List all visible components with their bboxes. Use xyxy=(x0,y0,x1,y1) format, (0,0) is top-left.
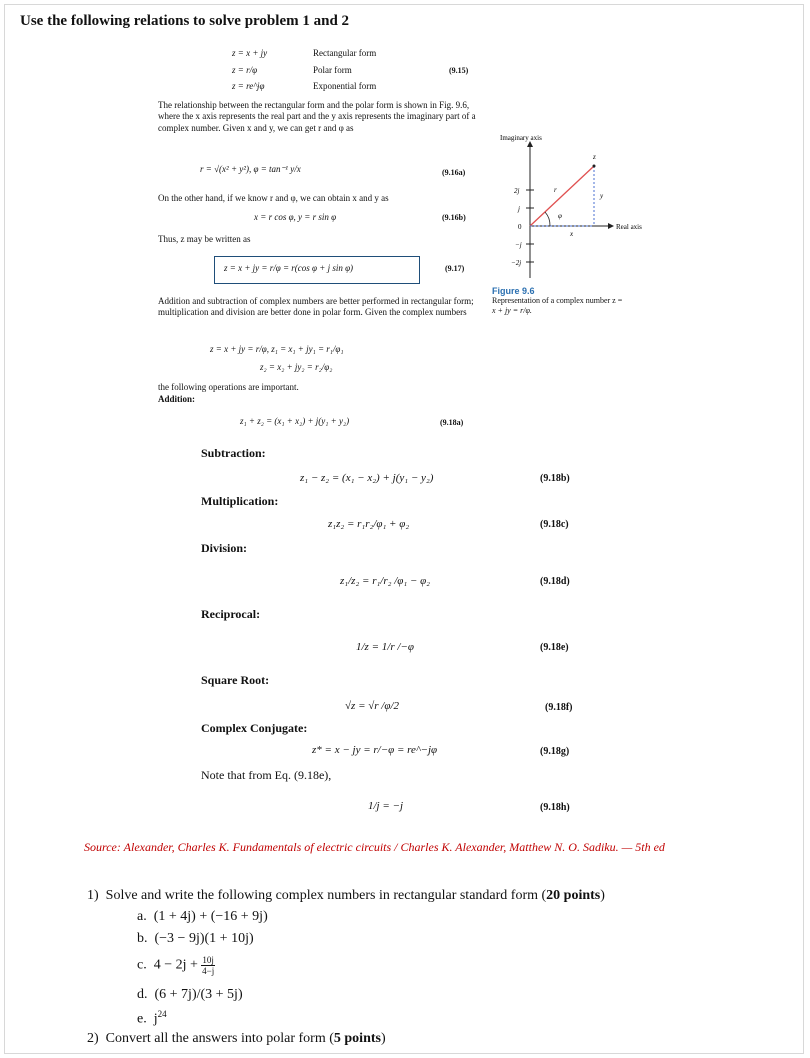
paragraph-operations: the following operations are important. xyxy=(158,382,299,392)
eqno-9-16a: (9.16a) xyxy=(442,168,466,177)
eq-9-18d: z₁/z₂ = r₁/r₂ /φ₁ − φ₂ xyxy=(340,575,431,587)
question-1-points: 20 points xyxy=(546,888,601,903)
exp-form-label: Exponential form xyxy=(313,81,377,91)
item-a-expr: (1 + 4j) + (−16 + 9j) xyxy=(153,909,268,924)
item-c xyxy=(137,955,215,976)
question-1-text: Solve and write the following complex numbers in rectangular standard form ( xyxy=(105,888,547,903)
complex-conjugate-label: Complex Conjugate: xyxy=(201,721,308,735)
header-title: Use the following relations to solve problem 1 and 2 xyxy=(20,13,350,29)
reciprocal-label: Reciprocal: xyxy=(201,607,261,621)
item-c-expr: 4 − 2j + xyxy=(153,957,198,973)
eq-9-16a: r = √(x² + y²), φ = tan⁻¹ y/x xyxy=(200,164,301,174)
eqno-9-16b: (9.16b) xyxy=(442,213,466,222)
imaginary-axis-label: Imaginary axis xyxy=(500,134,542,142)
given-numbers-line1: z = x + jy = r/φ, z₁ = x₁ + jy₁ = r₁/φ₁ xyxy=(210,344,344,354)
item-a-letter: a. xyxy=(137,909,147,924)
paragraph-relationship: The relationship between the rectangular form and the polar form is shown in Fig. 9.6, where the x axis represents the real part and the y axis represents the imaginary part of a complex number. Given x and y, we can get r and φ as xyxy=(158,100,476,133)
question-2-text: Convert all the answers into polar form ( xyxy=(105,1031,334,1046)
item-d-expr: (6 + 7j)/(3 + 5j) xyxy=(154,987,243,1002)
eqno-9-15: (9.15) xyxy=(449,66,469,75)
item-e-expr: j xyxy=(153,1011,158,1027)
item-c-letter: c. xyxy=(137,957,147,973)
vector-r xyxy=(530,166,594,226)
eqno-9-18h: (9.18h) xyxy=(540,802,570,813)
item-a xyxy=(137,909,268,925)
question-2-number: 2) xyxy=(87,1031,99,1046)
label-x: x xyxy=(570,230,574,238)
tick-label-2j: 2j xyxy=(514,187,520,195)
figure-caption-line2: x + jy = r/φ. xyxy=(492,306,532,315)
eq-9-16b: x = r cos φ, y = r sin φ xyxy=(254,212,337,222)
square-root-label: Square Root: xyxy=(201,673,270,687)
item-d-letter: d. xyxy=(137,987,148,1002)
eq-9-18f: √z = √r /φ/2 xyxy=(345,700,400,712)
note-text: Note that from Eq. (9.18e), xyxy=(201,768,332,782)
eq-9-18c: z₁z₂ = r₁r₂/φ₁ + φ₂ xyxy=(328,518,410,530)
eq-9-17: z = x + jy = r/φ = r(cos φ + j sin φ) xyxy=(224,263,354,273)
subtraction-label: Subtraction: xyxy=(201,446,266,460)
eq-9-18b: z₁ − z₂ = (x₁ − x₂) + j(y₁ − y₂) xyxy=(300,472,434,484)
item-c-fraction xyxy=(201,955,215,976)
eqno-9-18a: (9.18a) xyxy=(440,418,464,427)
question-2-points: 5 points xyxy=(333,1031,381,1046)
rect-form-label: Rectangular form xyxy=(313,48,377,58)
figure-caption-line1: Representation of a complex number z = xyxy=(492,296,623,305)
point-z xyxy=(593,165,596,168)
label-phi: φ xyxy=(558,212,562,220)
division-label: Division: xyxy=(201,541,248,555)
eqno-9-18c: (9.18c) xyxy=(540,519,569,530)
figure-9-6 xyxy=(488,128,658,288)
real-axis-label: Real axis xyxy=(616,223,642,231)
source-citation: Source: Alexander, Charles K. Fundamentals of electric circuits / Charles K. Alexander, Matthew N. O. Sadiku. — 5th ed xyxy=(84,840,665,854)
polar-form-label: Polar form xyxy=(313,65,352,75)
item-c-denominator: 4−j xyxy=(202,966,215,976)
eqno-9-18f: (9.18f) xyxy=(545,702,573,713)
angle-arc xyxy=(545,212,550,226)
question-2-close: ) xyxy=(380,1031,386,1046)
item-e xyxy=(137,1009,167,1028)
item-e-exponent: 24 xyxy=(157,1009,167,1019)
item-d xyxy=(137,987,243,1003)
label-r: r xyxy=(554,186,557,194)
question-2 xyxy=(87,1031,386,1047)
tick-label-minus-j: −j xyxy=(515,241,522,249)
addition-label: Addition: xyxy=(158,394,196,404)
label-z: z xyxy=(593,153,596,161)
eq-9-18a: z₁ + z₂ = (x₁ + x₂) + j(y₁ + y₂) xyxy=(240,416,350,426)
item-b-letter: b. xyxy=(137,931,148,946)
polar-form-eq: z = r/φ xyxy=(232,65,258,75)
given-numbers-line2: z₂ = x₂ + jy₂ = r₂/φ₂ xyxy=(260,362,333,372)
eq-9-18e: 1/z = 1/r /−φ xyxy=(356,641,414,653)
eqno-9-18d: (9.18d) xyxy=(540,576,570,587)
item-b-expr: (−3 − 9j)(1 + 10j) xyxy=(154,931,254,946)
rect-form-eq: z = x + jy xyxy=(232,48,268,58)
question-1-number: 1) xyxy=(87,888,99,903)
eqno-9-17: (9.17) xyxy=(445,264,465,273)
eqno-9-18g: (9.18g) xyxy=(540,746,570,757)
item-e-letter: e. xyxy=(137,1011,147,1027)
eq-9-18g: z* = x − jy = r/−φ = re^−jφ xyxy=(312,744,438,756)
question-1 xyxy=(87,888,605,904)
item-c-numerator: 10j xyxy=(202,955,214,965)
exp-form-eq: z = re^jφ xyxy=(232,81,265,91)
eq-9-18h: 1/j = −j xyxy=(368,800,404,812)
multiplication-label: Multiplication: xyxy=(201,494,279,508)
paragraph-addition-subtraction: Addition and subtraction of complex numbers are better performed in rectangular form; multiplication and division are better done in polar form. Given the complex numbers xyxy=(158,296,474,318)
item-b xyxy=(137,931,254,947)
eqno-9-18b: (9.18b) xyxy=(540,473,570,484)
label-y: y xyxy=(600,192,604,200)
question-1-close: ) xyxy=(600,888,605,903)
tick-label-minus-2j: −2j xyxy=(511,259,522,267)
figure-title: Figure 9.6 xyxy=(492,286,535,296)
eqno-9-18e: (9.18e) xyxy=(540,642,569,653)
paragraph-thus: Thus, z may be written as xyxy=(158,234,251,244)
tick-label-j: j xyxy=(518,205,520,213)
paragraph-inverse: On the other hand, if we know r and φ, we can obtain x and y as xyxy=(158,193,389,203)
tick-label-0: 0 xyxy=(518,223,522,231)
